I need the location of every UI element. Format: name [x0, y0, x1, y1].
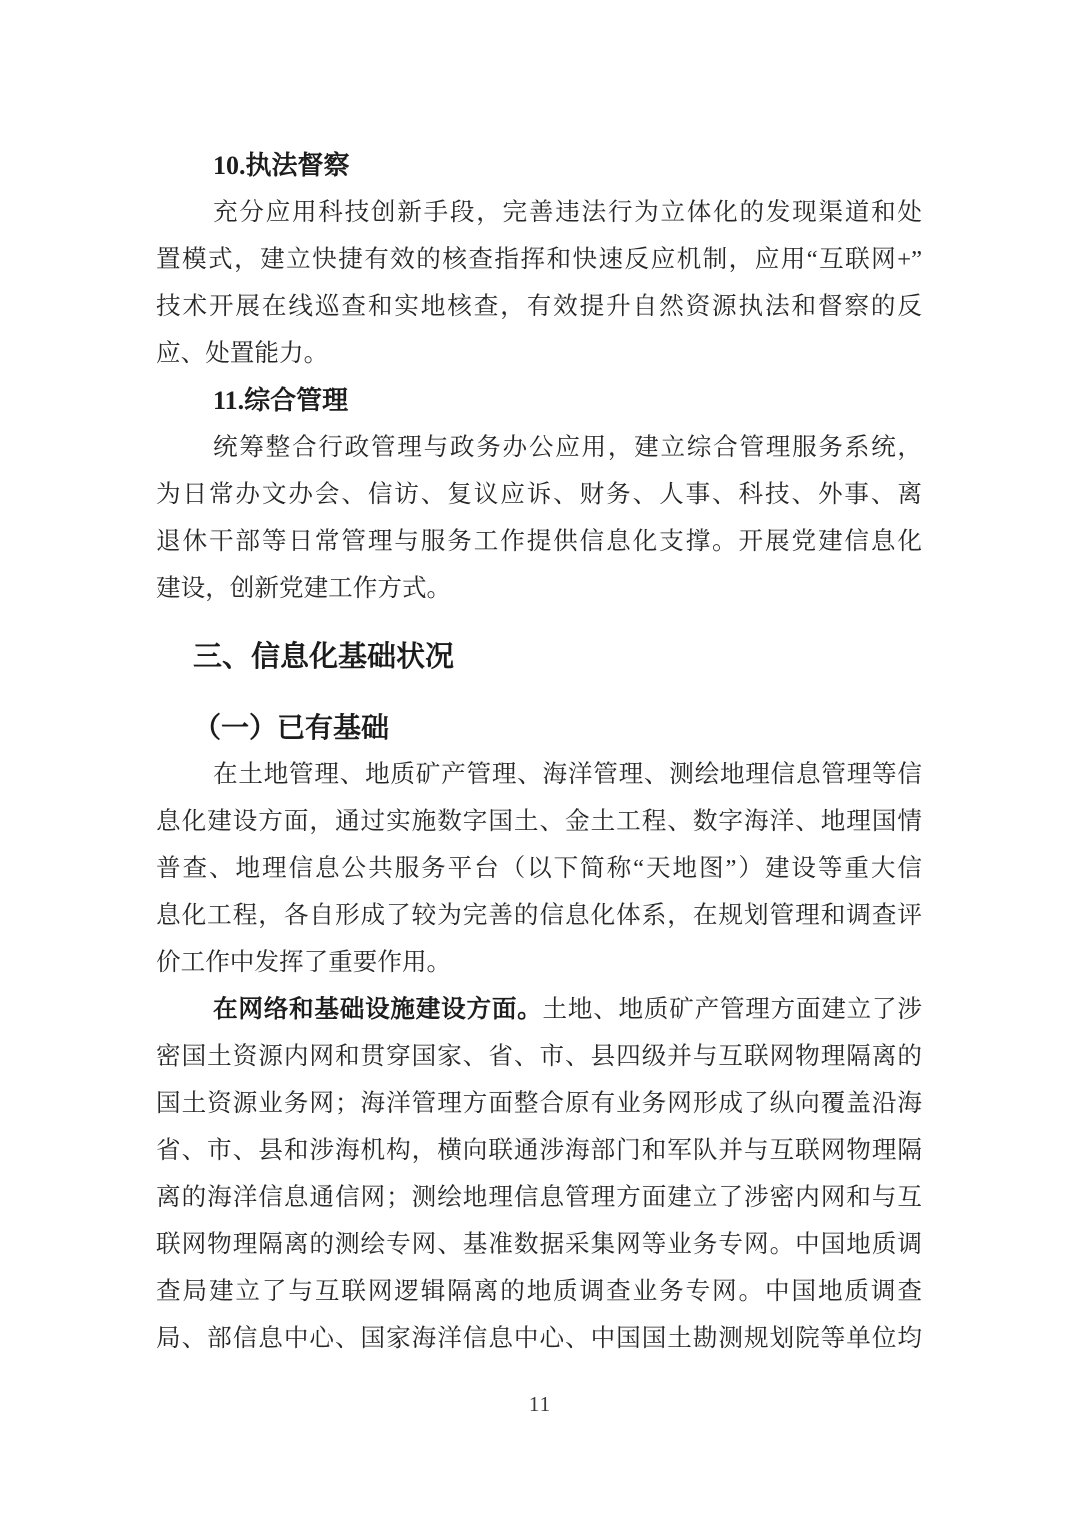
- text-line: 在土地管理、地质矿产管理、海洋管理、测绘地理信息管理等信: [213, 761, 922, 788]
- text-line: 退休干部等日常管理与服务工作提供信息化支撑。开展党建信息化: [156, 528, 922, 555]
- text-line: 价工作中发挥了重要作用。: [156, 949, 452, 976]
- text-line: 充分应用科技创新手段，完善违法行为立体化的发现渠道和处: [213, 199, 922, 226]
- heading-section-3-informatization-foundation: 三、信息化基础状况: [193, 641, 455, 673]
- text-line: 应、处置能力。: [156, 340, 329, 367]
- text-line: 省、市、县和涉海机构，横向联通涉海部门和军队并与互联网物理隔: [156, 1137, 922, 1164]
- text-line: 建设，创新党建工作方式。: [156, 575, 452, 602]
- text-line: 普查、地理信息公共服务平台（以下简称“天地图”）建设等重大信: [156, 855, 922, 882]
- paragraph-existing-foundation: [156, 751, 922, 986]
- heading-11-comprehensive-management: 11.综合管理: [213, 386, 349, 415]
- heading-3-1-existing-foundation: （一）已有基础: [193, 712, 390, 743]
- paragraph-management: [156, 424, 922, 612]
- text-line: 置模式，建立快捷有效的核查指挥和快速反应机制，应用“互联网+”: [156, 246, 922, 273]
- bold-lead-text: 在网络和基础设施建设方面。: [213, 996, 543, 1023]
- text-line: 在网络和基础设施建设方面。土地、地质矿产管理方面建立了涉: [213, 996, 922, 1023]
- text-line: 国土资源业务网；海洋管理方面整合原有业务网形成了纵向覆盖沿海: [156, 1090, 922, 1117]
- heading-10-enforcement-supervision: 10.执法督察: [213, 151, 350, 180]
- text-line: 离的海洋信息通信网；测绘地理信息管理方面建立了涉密内网和与互: [156, 1184, 922, 1211]
- text-line: 联网物理隔离的测绘专网、基准数据采集网等业务专网。中国地质调: [156, 1231, 922, 1258]
- text-line: 息化工程，各自形成了较为完善的信息化体系，在规划管理和调查评: [156, 902, 922, 929]
- document-content: [156, 142, 922, 1362]
- text-line: 息化建设方面，通过实施数字国土、金土工程、数字海洋、地理国情: [156, 808, 922, 835]
- text-line: 为日常办文办会、信访、复议应诉、财务、人事、科技、外事、离: [156, 481, 922, 508]
- text-line: 技术开展在线巡查和实地核查，有效提升自然资源执法和督察的反: [156, 293, 922, 320]
- text-line: 统筹整合行政管理与政务办公应用，建立综合管理服务系统，: [213, 434, 922, 461]
- text-line: 密国土资源内网和贯穿国家、省、市、县四级并与互联网物理隔离的: [156, 1043, 922, 1070]
- text-line: 局、部信息中心、国家海洋信息中心、中国国土勘测规划院等单位均: [156, 1325, 922, 1352]
- page-number: 11: [528, 1392, 552, 1416]
- text-line: 查局建立了与互联网逻辑隔离的地质调查业务专网。中国地质调查: [156, 1278, 922, 1305]
- paragraph-network-infrastructure: [156, 986, 922, 1362]
- paragraph-enforcement: [156, 189, 922, 377]
